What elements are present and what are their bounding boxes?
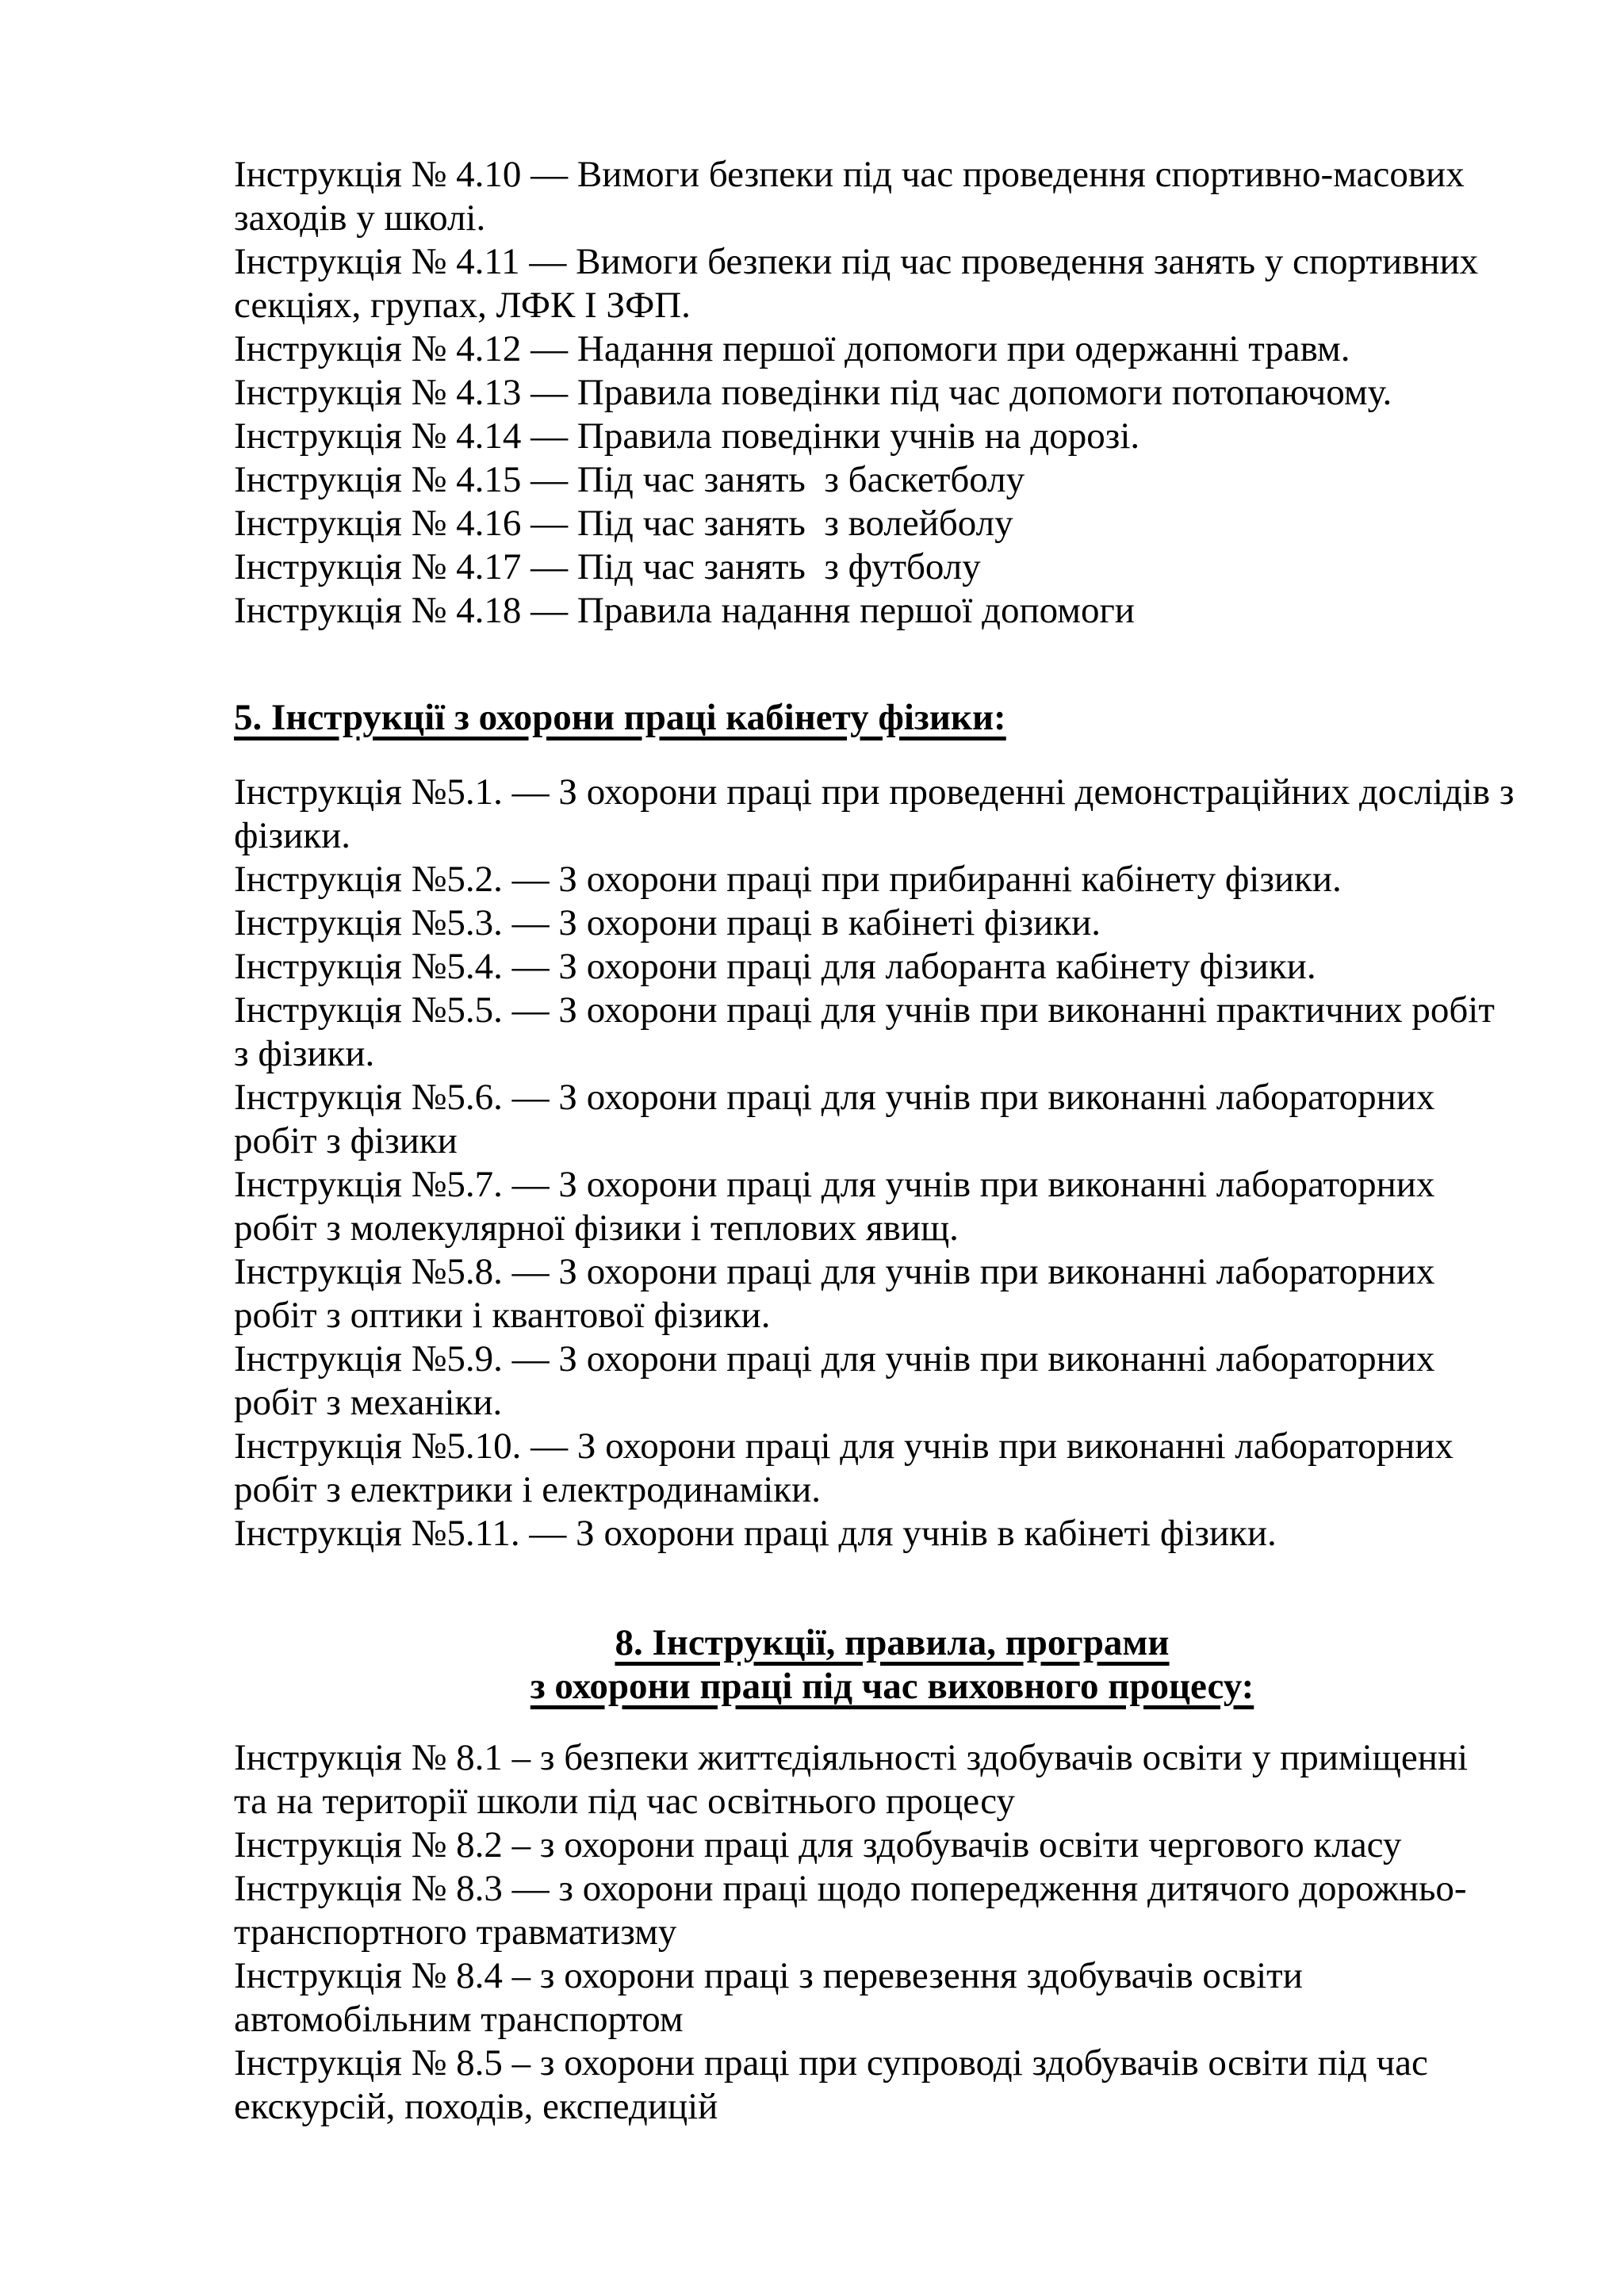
text-line: Інструкція № 4.16 — Під час занять з волейболу [234,503,1013,544]
instruction-5-8 [234,1250,1545,1337]
section-8-heading-line-1 [234,1621,1550,1665]
text-line: Інструкція №5.6. — З охорони праці для учнів при виконанні лабораторних [234,1077,1435,1118]
text-line: Інструкція №5.10. — З охорони праці для учнів при виконанні лабораторних [234,1425,1454,1467]
text-line: Інструкція №5.4. — З охорони праці для лаборанта кабінету фізики. [234,946,1316,987]
section-5-heading-text: 5. Інструкції з охорони праці кабінету фізики: [234,697,1006,738]
text-line: Інструкція № 4.14 — Правила поведінки учнів на дорозі. [234,415,1140,457]
text-line: Інструкція №5.1. — З охорони праці при проведенні демонстраційних дослідів з [234,771,1515,813]
section-5-instruction-list [234,771,1545,1556]
instruction-5-9 [234,1337,1545,1425]
instruction-5-4 [234,945,1545,989]
instruction-5-6 [234,1076,1545,1163]
text-line: Інструкція № 8.3 — з охорони праці щодо попередження дитячого дорожньо- [234,1868,1467,1909]
text-line: секціях, групах, ЛФК І ЗФП. [234,285,691,326]
text-line: робіт з електрики і електродинаміки. [234,1469,822,1510]
text-line: Інструкція №5.3. — З охорони праці в кабінеті фізики. [234,902,1101,943]
instruction-4-15 [234,458,1545,502]
section-4-instruction-list [234,153,1545,633]
text-line: Інструкція № 8.5 – з охорони праці при супроводі здобувачів освіти під час [234,2042,1428,2084]
instruction-4-18 [234,589,1545,633]
text-line: робіт з молекулярної фізики і теплових явищ. [234,1207,959,1249]
instruction-5-7 [234,1163,1545,1250]
section-8-instruction-list [234,1736,1545,2129]
text-line: Інструкція № 8.2 – з охорони праці для здобувачів освіти чергового класу [234,1824,1402,1866]
instruction-5-5 [234,989,1545,1076]
instruction-8-3 [234,1867,1545,1954]
instruction-5-1 [234,771,1545,858]
section-spacer [234,1709,1545,1736]
instruction-4-10 [234,153,1545,240]
section-8-heading-text-2: з охорони праці під час виховного процесу: [530,1666,1254,1707]
text-line: Інструкція № 4.10 — Вимоги безпеки під час проведення спортивно-масових [234,154,1465,195]
text-line: робіт з оптики і квантової фізики. [234,1295,771,1336]
text-line: Інструкція №5.2. — З охорони праці при прибиранні кабінету фізики. [234,859,1342,900]
text-line: Інструкція № 4.13 — Правила поведінки під час допомоги потопаючому. [234,372,1392,413]
instruction-4-14 [234,415,1545,458]
text-line: Інструкція №5.7. — З охорони праці для учнів при виконанні лабораторних [234,1164,1435,1205]
section-8-heading-text-1: 8. Інструкції, правила, програми [615,1622,1170,1663]
instruction-5-2 [234,858,1545,901]
section-5-heading [234,696,1545,740]
text-line: фізики. [234,815,350,856]
text-line: з фізики. [234,1033,375,1074]
text-line: Інструкція №5.11. — З охорони праці для учнів в кабінеті фізики. [234,1513,1277,1554]
text-line: транспортного травматизму [234,1911,677,1953]
text-line: робіт з фізики [234,1120,458,1161]
instruction-8-5 [234,2042,1545,2129]
instruction-4-16 [234,502,1545,545]
text-line: Інструкція №5.9. — З охорони праці для учнів при виконанні лабораторних [234,1338,1435,1380]
text-line: Інструкція №5.5. — З охорони праці для учнів при виконанні практичних робіт [234,989,1495,1031]
instruction-4-13 [234,371,1545,415]
section-8-heading-line-2 [234,1665,1550,1709]
instruction-4-17 [234,545,1545,589]
instruction-5-3 [234,901,1545,945]
instruction-8-1 [234,1736,1545,1823]
text-line: Інструкція № 8.1 – з безпеки життєдіяльності здобувачів освіти у приміщенні [234,1737,1469,1778]
text-line: та на території школи під час освітнього процесу [234,1781,1016,1822]
text-line: Інструкція № 4.18 — Правила надання першої допомоги [234,590,1135,631]
instruction-8-2 [234,1823,1545,1867]
instruction-5-10 [234,1425,1545,1512]
text-line: робіт з механіки. [234,1382,503,1423]
text-line: Інструкція № 4.15 — Під час занять з баскетболу [234,459,1025,500]
text-line: Інструкція № 4.11 — Вимоги безпеки під час проведення занять у спортивних [234,241,1479,282]
instruction-8-4 [234,1954,1545,2042]
instruction-5-11 [234,1512,1545,1556]
text-line: Інструкція №5.8. — З охорони праці для учнів при виконанні лабораторних [234,1251,1435,1292]
text-line: Інструкція № 8.4 – з охорони праці з перевезення здобувачів освіти [234,1955,1303,1996]
section-spacer [234,1556,1545,1621]
text-line: заходів у школі. [234,197,486,239]
text-line: Інструкція № 4.12 — Надання першої допомоги при одержанні травм. [234,328,1350,369]
text-line: Інструкція № 4.17 — Під час занять з футболу [234,546,981,587]
section-spacer [234,740,1545,771]
text-line: автомобільним транспортом [234,1999,684,2040]
text-line: екскурсій, походів, експедицій [234,2086,718,2127]
section-spacer [234,633,1545,696]
instruction-4-11 [234,240,1545,327]
instruction-4-12 [234,327,1545,371]
